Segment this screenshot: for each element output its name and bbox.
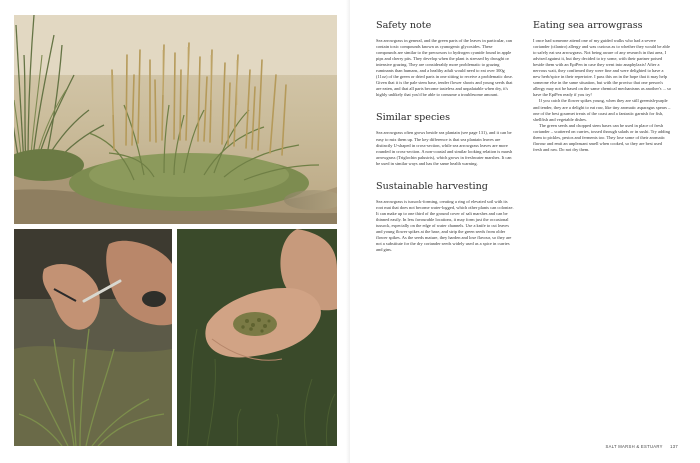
hand-holding-seeds-photo: [177, 229, 337, 446]
eating-para-3: The green seeds and chopped stem bases can be used in place of fresh coriander – scattered on curries, tossed through salads or in sushi. Try adding them to pickles, pestos and ferments too. They lose some of their aromatic flavour and emit an unpleasant smell when cooked, so they are best used fresh and raw. Do not dry them.: [533, 122, 671, 152]
similar-species-section: [376, 112, 514, 166]
sustainable-harvesting-body: Sea arrowgrass is tussock-forming, creating a ring of elevated soil with its root mat that does not become water-logged, which other plants can colonize. It can make up to one third of the ground cover of salt marshes and can be thinned easily. In less favourable locations, it may form just the occasional tussock, especially on the edge of water channels. Use a knife to cut leaves and young flower spikes at the base, and strip the green seeds from older flower spikes. As the seeds mature, they harden and lose flavour, so they are not a substitute for the dry coriander seeds widely used as a spice in curries and gins.: [376, 198, 514, 253]
eating-para-2: If you catch the flower spikes young, when they are still greenish-purple and tender, they are a delight to eat raw, like tiny aromatic asparagus spears – one of the best gourmet treats of the coast and a fantastic garnish for fish, shellfish and vegetable dishes.: [533, 98, 671, 122]
sea-arrowgrass-clump-photo: [14, 15, 337, 224]
safety-note-section: [376, 20, 514, 98]
page-footer: [600, 444, 678, 449]
safety-note-heading: Safety note: [376, 20, 432, 31]
right-page: [350, 0, 700, 463]
seeds-illustration: [177, 229, 337, 446]
sustainable-harvesting-heading: Sustainable harvesting: [376, 180, 488, 192]
cutting-illustration: [14, 229, 172, 446]
eating-section: [533, 20, 671, 153]
similar-species-heading: Similar species: [376, 112, 451, 124]
similar-species-body: Sea arrowgrass often grows beside sea plantain (see page 131), and it can be easy to mix them up. The key difference is that sea plantain leaves are distinctly U-shaped in cross-section, while sea arrowgrass leaves are more rounded in cross-section. A non-coastal and similar looking relation is marsh arrowgrass (Triglochin palustris), which grows in freshwater marshes. It can be used in similar ways and has the same health warning.: [376, 130, 513, 166]
page-number: 137: [670, 444, 678, 449]
column-right: [533, 20, 671, 167]
hands-cutting-arrowgrass-photo: [14, 229, 172, 446]
safety-note-body: Sea arrowgrass in general, and the green parts of the leaves in particular, can contain toxic compounds known as cyanogenic glycosides. These compounds are similar to the precursors to hydrogen cyanide found in apple pips and cherry pits. They develop when the plant is stressed by drought or intensive grazing. They are considerably more problematic to grazing ruminants than humans, and a healthy adult would need to eat over 300g (11oz) of the green or dried parts in one sitting to receive a problematic dose. Given that it is the pale stem base, tender flower shoots and young seeds that are eaten, and that all parts become tasteless and unpalatable when dry, it's highly unlikely that you'd be able to consume a troublesome amount.: [376, 38, 513, 98]
eating-heading: Eating sea arrowgrass: [533, 20, 643, 31]
eating-para-1: I once had someone attend one of my guided walks who had a severe coriander (cilantro) allergy and was curious as to whether they would be able to safely eat sea arrowgrass. Not being aware of any research in that area, I advised against it, but they decided to try some, with their partner poised beside them with an EpiPen in case they went into anaphylaxis! After a nervous wait, they confirmed they were fine and were delighted to have a new herb/spice in their repertoire. I pass this on in the hope that it may help someone else in the same situation, but with the proviso that one person's allergy may not be based on the same chemical mechanisms as another's ... so have the EpiPen ready if you try!: [533, 38, 671, 98]
sustainable-harvesting-section: [376, 181, 514, 253]
arrowgrass-illustration: [14, 15, 337, 224]
column-left: [376, 20, 514, 267]
footer-section-title: SALT MARSH & ESTUARY: [605, 444, 663, 449]
